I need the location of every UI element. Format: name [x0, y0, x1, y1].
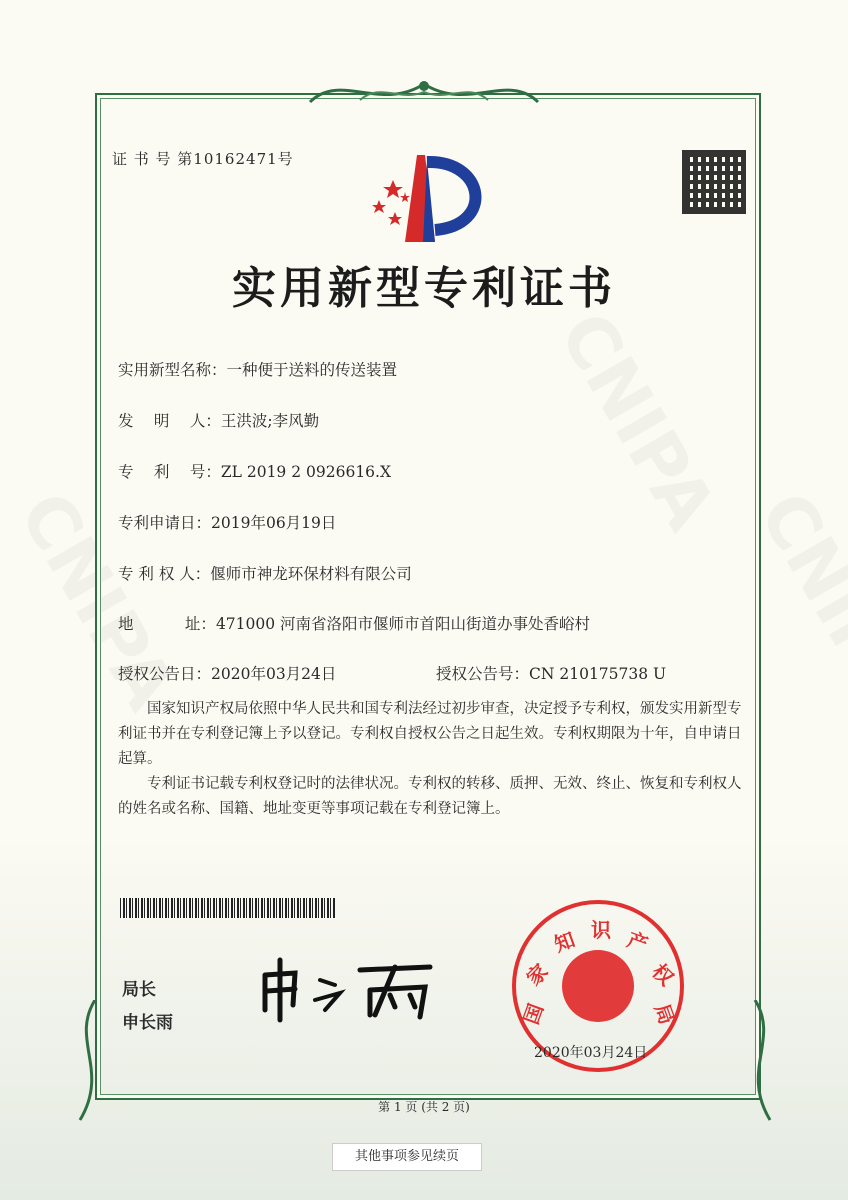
official-seal: 国 家 知 识 产 权 局	[512, 900, 684, 1072]
field-application-date	[118, 511, 336, 533]
field-address	[118, 612, 590, 634]
top-ornament	[300, 72, 548, 112]
handwritten-signature	[255, 955, 440, 1025]
field-value: CN 210175738 U	[529, 665, 667, 683]
barcode	[120, 898, 336, 918]
field-label: 授权公告号：	[436, 665, 530, 683]
field-grant-date	[118, 662, 336, 684]
qr-code[interactable]	[682, 150, 746, 214]
field-patentee	[118, 562, 412, 584]
field-announcement-number	[436, 662, 666, 684]
body-paragraph: 专利证书记载专利权登记时的法律状况。专利权的转移、质押、无效、终止、恢复和专利权人的姓名或名称、国籍、地址变更等事项记载在专利登记簿上。	[118, 776, 742, 817]
field-value: 2020年03月24日	[211, 665, 337, 683]
field-label: 专 利 号：	[118, 463, 221, 481]
field-value: 2019年06月19日	[211, 514, 337, 532]
field-label: 授权公告日：	[118, 665, 212, 683]
field-utility-model-name	[118, 358, 397, 380]
footer-note: 其他事项参见续页	[332, 1143, 482, 1171]
field-label: 发 明 人：	[118, 412, 221, 430]
field-label: 专 利 权 人：	[118, 565, 211, 583]
field-value: 一种便于送料的传送装置	[226, 361, 398, 379]
page-title: 实用新型专利证书	[232, 263, 616, 314]
cnipa-logo	[365, 150, 490, 250]
field-inventor	[118, 409, 319, 431]
signatory-title: 局长	[122, 980, 156, 1000]
body-paragraph: 国家知识产权局依照中华人民共和国专利法经过初步审查，决定授予专利权，颁发实用新型专利证书并在专利登记簿上予以登记。专利权自授权公告之日起生效。专利权期限为十年，自申请日起算。	[118, 701, 742, 767]
certificate-body	[118, 697, 748, 822]
field-label: 专利申请日：	[118, 514, 212, 532]
field-value: ZL 2019 2 0926616.X	[220, 463, 392, 481]
field-value: 471000 河南省洛阳市偃师市首阳山街道办事处香峪村	[215, 615, 591, 633]
field-value: 偃师市神龙环保材料有限公司	[210, 565, 412, 583]
signatory-name: 申长雨	[122, 1013, 173, 1033]
field-patent-number	[118, 460, 391, 482]
national-emblem	[562, 950, 634, 1022]
page-indicator: 第 1 页 (共 2 页)	[378, 1100, 470, 1114]
field-value: 王洪波;李风勤	[220, 412, 320, 430]
field-label: 实用新型名称：	[118, 361, 227, 379]
certificate-number: 证 书 号 第10162471号	[112, 150, 294, 168]
seal-date: 2020年03月24日	[534, 1045, 648, 1061]
field-label: 地 址：	[118, 615, 216, 633]
